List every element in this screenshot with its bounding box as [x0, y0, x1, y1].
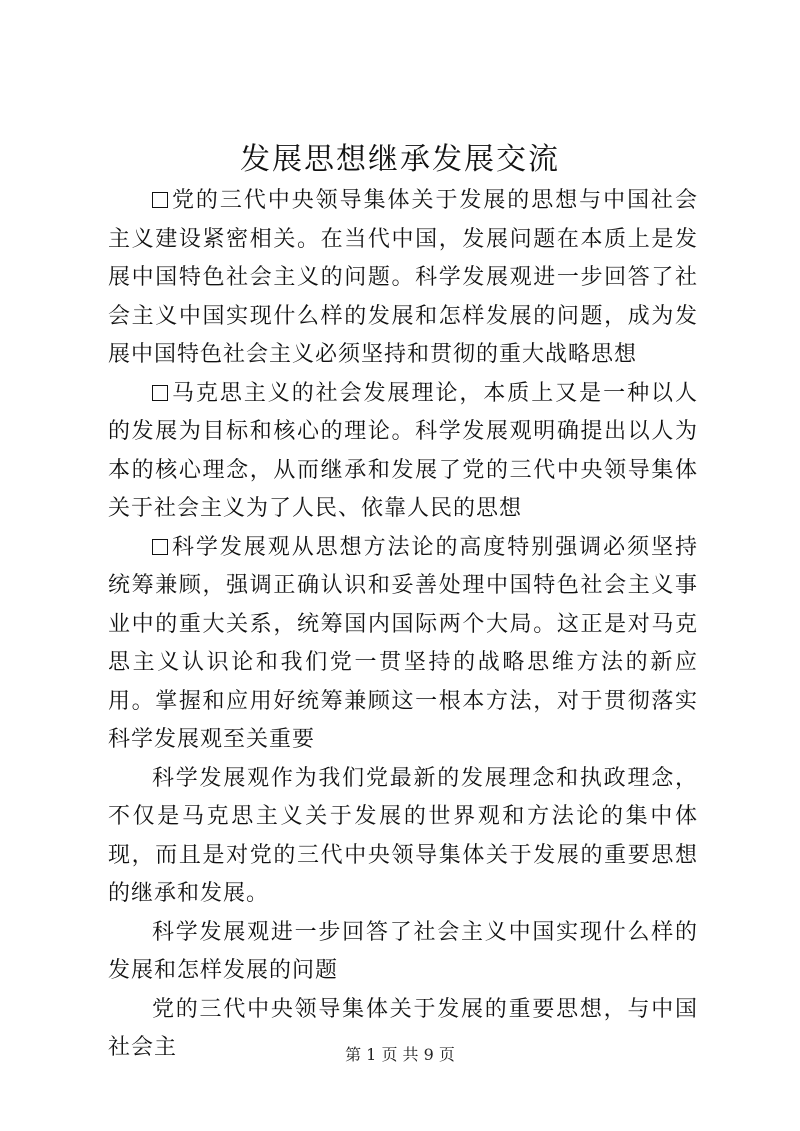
paragraph-text: 马克思主义的社会发展理论，本质上又是一种以人的发展为目标和核心的理论。科学发展观明确提出以人为本的核心理念，从而继承和发展了党的三代中央领导集体关于社会主义为了人民、依靠人民的思想 — [108, 380, 698, 521]
paragraph-text: 科学发展观作为我们党最新的发展理念和执政理念，不仅是马克思主义关于发展的世界观和方法论的集中体现，而且是对党的三代中央领导集体关于发展的重要思想的继承和发展。 — [108, 765, 698, 906]
document-body — [108, 182, 698, 1068]
paragraph-text: 科学发展观从思想方法论的高度特别强调必须坚持统筹兼顾，强调正确认识和妥善处理中国特色社会主义事业中的重大关系，统筹国内国际两个大局。这正是对马克思主义认识论和我们党一贯坚持的战略思维方法的新应用。掌握和应用好统筹兼顾这一根本方法，对于贯彻落实科学发展观至关重要 — [108, 534, 698, 752]
paragraph-5 — [108, 914, 698, 991]
page-footer: 第 1 页 共 9 页 — [345, 1045, 455, 1064]
paragraph-1 — [108, 182, 698, 375]
paragraph-text: 党的三代中央领导集体关于发展的思想与中国社会主义建设紧密相关。在当代中国，发展问题在本质上是发展中国特色社会主义的问题。科学发展观进一步回答了社会主义中国实现什么样的发展和怎样发展的问题，成为发展中国特色社会主义必须坚持和贯彻的重大战略思想 — [108, 188, 698, 367]
paragraph-4 — [108, 760, 698, 914]
paragraph-2 — [108, 375, 698, 529]
paragraph-text: 科学发展观进一步回答了社会主义中国实现什么样的发展和怎样发展的问题 — [108, 919, 698, 983]
document-title: 发展思想继承发展交流 — [240, 142, 560, 177]
paragraph-3 — [108, 529, 698, 760]
checkbox-bullet-icon — [152, 192, 168, 208]
checkbox-bullet-icon — [152, 539, 168, 555]
checkbox-bullet-icon — [152, 385, 168, 401]
paragraph-text: 党的三代中央领导集体关于发展的重要思想，与中国社会主 — [108, 996, 698, 1060]
